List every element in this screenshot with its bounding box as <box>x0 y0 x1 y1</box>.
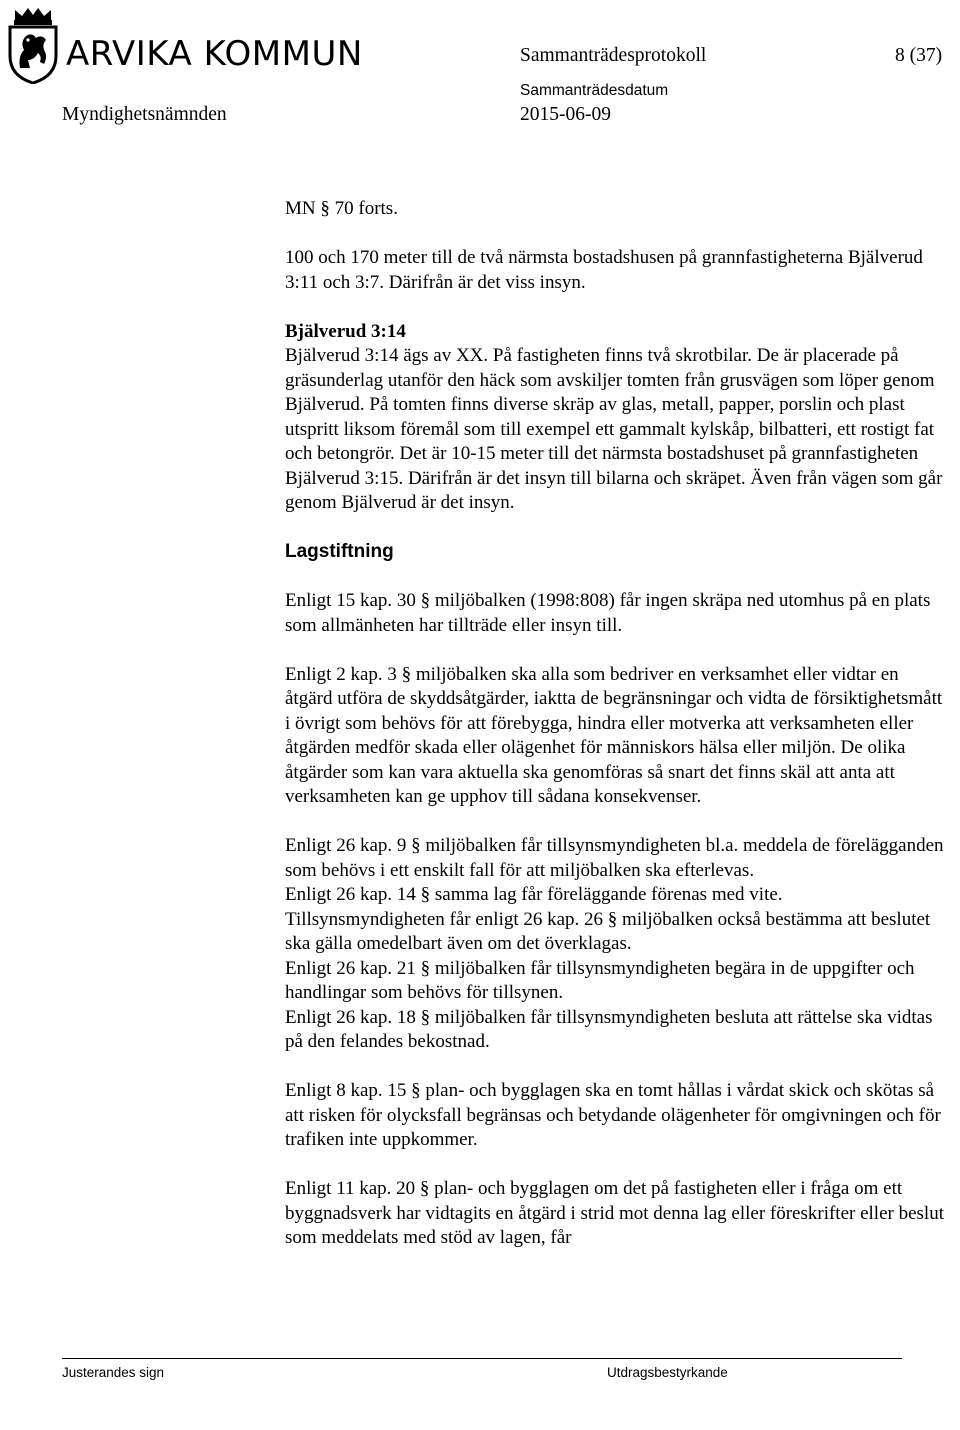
committee-name: Myndighetsnämnden <box>62 104 227 125</box>
page-number: 8 (37) <box>895 45 943 66</box>
document-title: Sammanträdesprotokoll <box>520 45 707 66</box>
paragraph: Bjälverud 3:14 ägs av XX. På fastigheten finns två skrotbilar. De är placerade på gräsunderlag utanför den häck som avskiljer tomten från grusvägen som löper genom Bjälverud. På tomten finns diverse skräp av glas, metall, papper, porslin och plast utspritt liksom föremål som till exempel ett gammalt kylskåp, bilbatteri, ett rostigt fat och betongrör. Det är 10-15 meter till det närmsta bostadshuset på grannfastigheten Bjälverud 3:15. Därifrån är det insyn till bilarna och skräpet. Även från vägen som går genom Bjälverud är det insyn. <box>285 345 943 513</box>
paragraph: Enligt 26 kap. 21 § miljöbalken får tillsynsmyndigheten begära in de uppgifter och handlingar som behövs för tillsynen. <box>285 957 915 1003</box>
paragraph: Enligt 26 kap. 14 § samma lag får föreläggande förenas med vite. <box>285 884 783 905</box>
paragraph: Enligt 2 kap. 3 § miljöbalken ska alla som bedriver en verksamhet eller vidtar en åtgärd utföra de skyddsåtgärder, iaktta de begränsningar och vidta de försiktighetsmått i övrigt som behövs för att förebygga, hindra eller motverka att verksamheten eller åtgärden medför skada eller olägenhet för människors hälsa eller miljön. De olika åtgärder som kan vara aktuella ska genomföras så snart det finns skäl att anta att verksamheten kan ge upphov till sådana konsekvenser. <box>285 663 943 807</box>
meeting-date: 2015-06-09 <box>520 104 611 125</box>
page-header <box>0 0 960 140</box>
footer-divider <box>62 1358 902 1359</box>
municipality-logo <box>6 6 378 90</box>
paragraph: Enligt 26 kap. 18 § miljöbalken får tillsynsmyndigheten besluta att rättelse ska vidtas på den felandes bekostnad. <box>285 1006 933 1052</box>
case-reference: MN § 70 forts. <box>285 198 398 219</box>
document-body <box>285 197 950 1251</box>
section-heading: Bjälverud 3:14 <box>285 320 406 342</box>
paragraph: Tillsynsmyndigheten får enligt 26 kap. 26 § miljöbalken också bestämma att beslutet ska gälla omedelbart även om det överklagas. <box>285 908 931 954</box>
page-footer <box>0 1358 960 1388</box>
paragraph: Enligt 26 kap. 9 § miljöbalken får tillsynsmyndigheten bl.a. meddela de förelägganden som behövs i ett enskilt fall för att miljöbalken ska efterlevas. <box>285 835 944 881</box>
paragraph: Enligt 8 kap. 15 § plan- och bygglagen ska en tomt hållas i vårdat skick och skötas så att risken för olycksfall begränsas och betydande olägenheter för omgivningen och för trafiken inte uppkommer. <box>285 1080 941 1150</box>
paragraph: Enligt 15 kap. 30 § miljöbalken (1998:808) får ingen skräpa ned utomhus på en plats som allmänheten har tillträde eller insyn till. <box>285 590 931 636</box>
meeting-date-label: Sammanträdesdatum <box>520 82 669 99</box>
extract-certification-label: Utdragsbestyrkande <box>607 1365 728 1380</box>
adjuster-signature-label: Justerandes sign <box>62 1365 165 1380</box>
paragraph: 100 och 170 meter till de två närmsta bostadshusen på grannfastigheterna Bjälverud 3:11 och 3:7. Därifrån är det viss insyn. <box>285 247 923 293</box>
org-name: ARVIKA KOMMUN <box>66 34 363 74</box>
legislation-heading: Lagstiftning <box>285 541 394 562</box>
coat-of-arms-icon <box>6 6 60 84</box>
paragraph: Enligt 11 kap. 20 § plan- och bygglagen om det på fastigheten eller i fråga om ett byggnadsverk har vidtagits en åtgärd i strid mot denna lag eller föreskrifter eller beslut som meddelats med stöd av lagen, får <box>285 1178 944 1248</box>
